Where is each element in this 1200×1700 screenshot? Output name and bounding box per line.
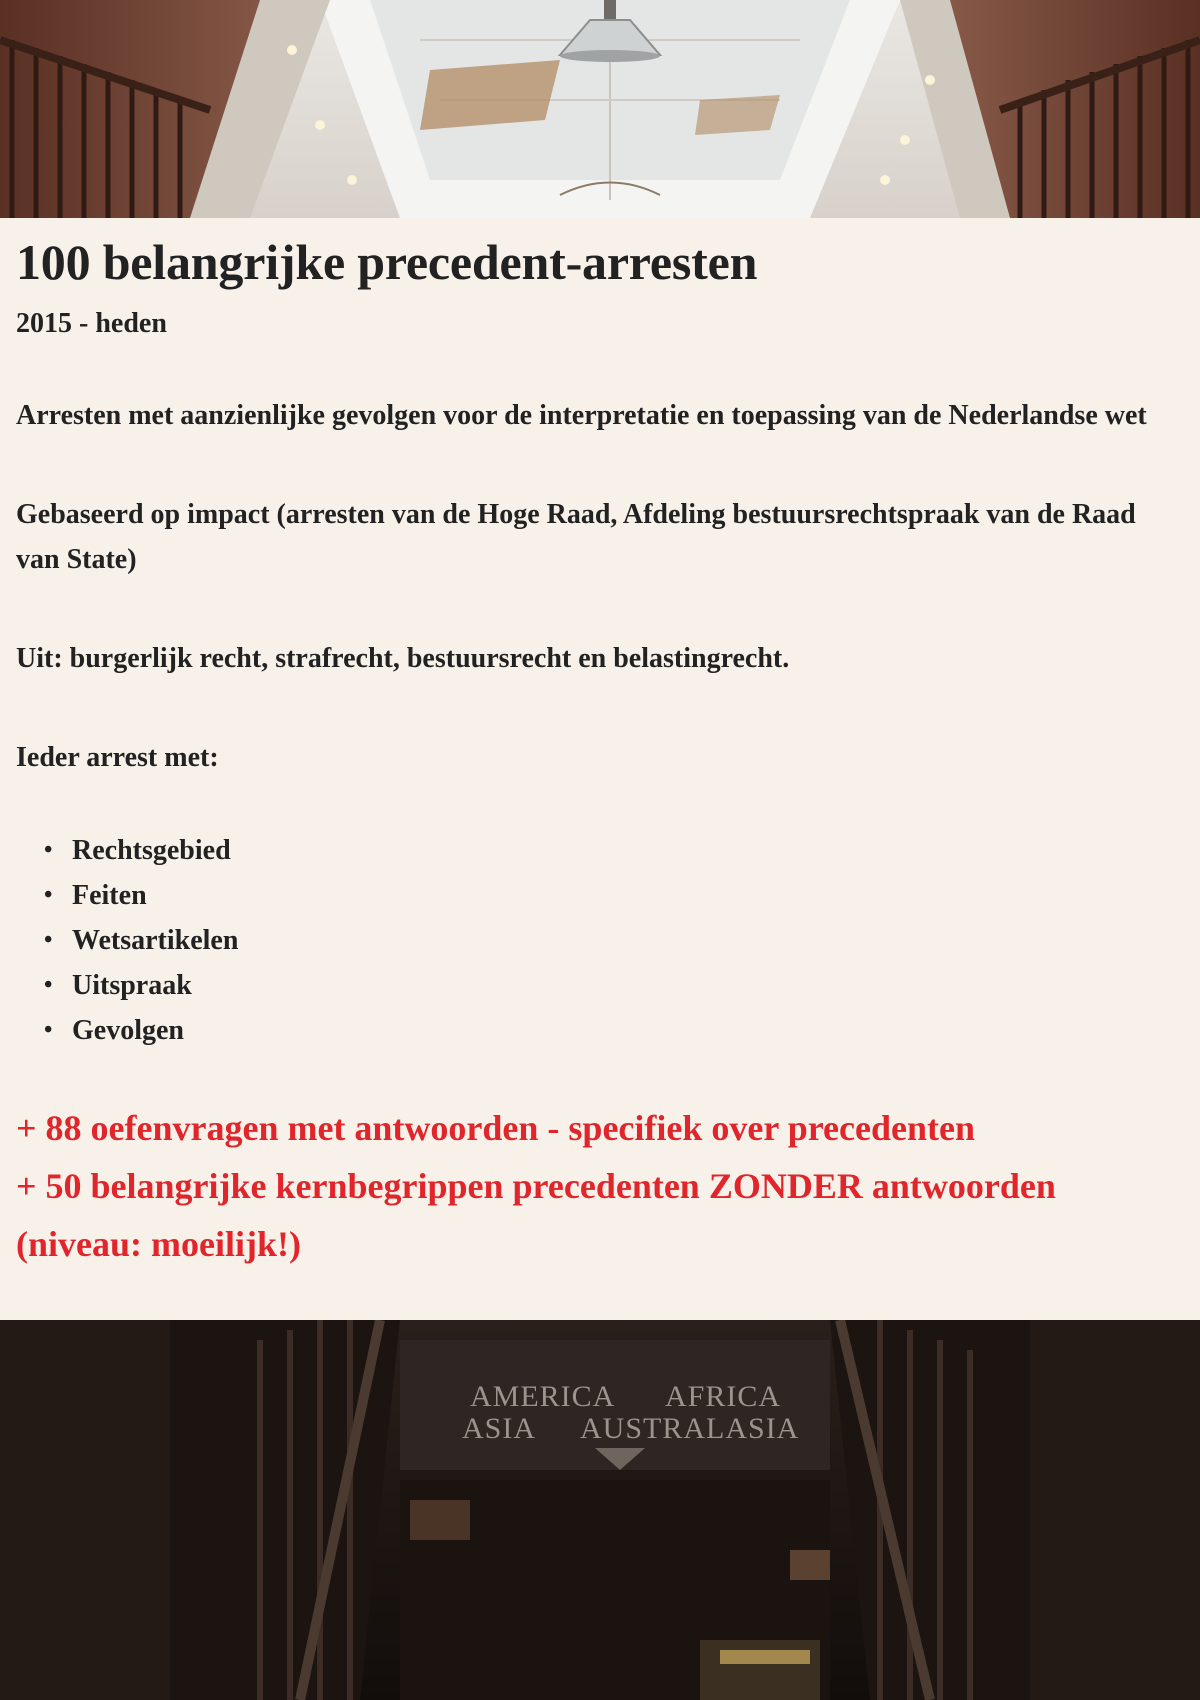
list-item: • Rechtsgebied [72,828,1160,873]
features-intro: Ieder arrest met: [16,741,219,773]
feature-list [16,828,1160,1053]
intro-paragraph: Arresten met aanzienlijke gevolgen voor de interpretatie en toepassing van de Nederlandse wet [16,400,1147,432]
list-item: • Wetsartikelen [72,918,1160,963]
bonus-section [16,1099,1160,1273]
list-item: • Gevolgen [72,1008,1160,1053]
list-item: • Feiten [72,873,1160,918]
document-title: 100 belangrijke precedent-arresten [16,234,758,290]
bonus-practice-questions: + 88 oefenvragen met antwoorden - specifiek over precedenten [16,1108,975,1149]
basis-paragraph: Gebaseerd op impact (arresten van de Hoge Raad, Afdeling bestuursrechtspraak van de Raad van State) [16,499,1136,575]
sign-line2-left: ASIA [462,1412,537,1445]
period-subtitle: 2015 - heden [16,308,167,339]
footer-photo-staircase [0,1320,1200,1700]
bonus-key-concepts: + 50 belangrijke kernbegrippen precedenten ZONDER antwoorden (niveau: moeilijk!) [16,1166,1056,1265]
list-item: • Uitspraak [72,963,1160,1008]
sign-line1-left: AMERICA [470,1380,616,1413]
header-photo-library-ceiling [0,0,1200,218]
law-areas-paragraph: Uit: burgerlijk recht, strafrecht, bestuursrecht en belastingrecht. [16,642,790,674]
sign-line1-right: AFRICA [665,1380,782,1413]
sign-line2-right: AUSTRALASIA [580,1412,800,1445]
description-content [0,218,1200,1320]
